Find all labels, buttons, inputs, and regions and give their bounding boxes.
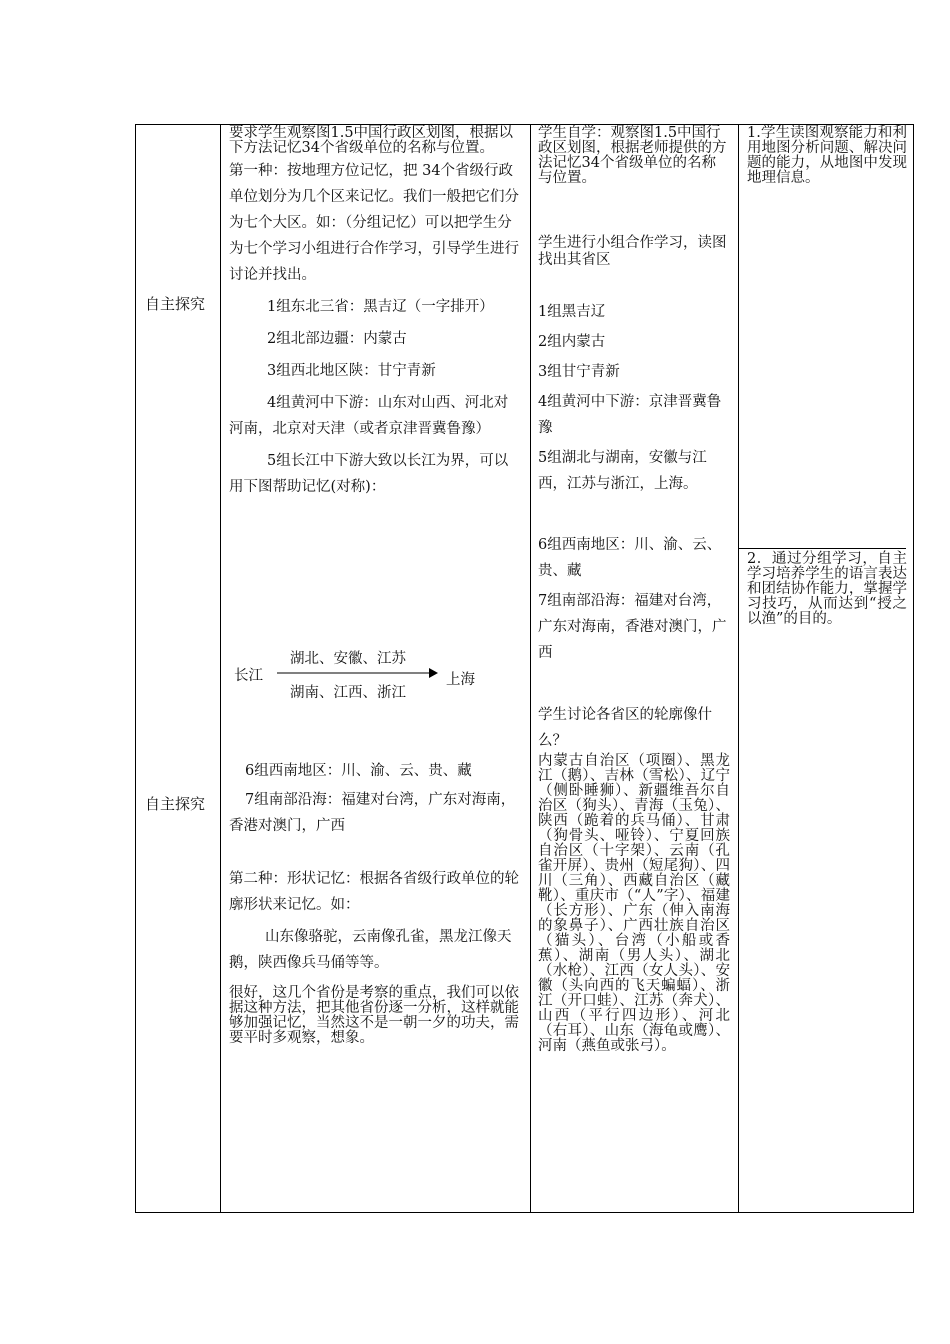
student-self-study: 学生自学：观察图1.5中国行政区划图，根据老师提供的方法记忆34个省级单位的名称与位置。 — [538, 125, 727, 186]
student-group-5: 5组湖北与湖南，安徽与江西，江苏与浙江，上海。 — [538, 450, 707, 492]
row-label-1: 自主探究 — [145, 295, 206, 313]
table-border-left — [135, 124, 136, 1213]
teacher-method-two: 第二种：形状记忆：根据各省级行政单位的轮廓形状来记忆。如： — [229, 871, 519, 913]
student-group-3: 3组甘宁青新 — [538, 364, 620, 380]
student-group-1: 1组黑吉辽 — [538, 304, 606, 320]
teacher-activity-continued — [229, 758, 522, 1046]
student-discussion-question: 学生讨论各省区的轮廓像什么？ — [538, 707, 712, 749]
design-intent-1 — [747, 126, 907, 186]
table-border-right — [913, 124, 914, 1213]
teacher-closing: 很好，这几个省份是考察的重点，我们可以依据这种方法，把其他省份逐一分析，这样就能够加强记忆，当然这不是一朝一夕的功夫，需要平时多观察，想象。 — [229, 985, 519, 1046]
teacher-group-3: 3组西北地区陕：甘宁青新 — [267, 363, 436, 379]
teacher-group-2: 2组北部边疆：内蒙古 — [267, 331, 407, 347]
intent-two: 2．通过分组学习，自主学习培养学生的语言表达和团结协作能力，掌握学习技巧，从而达到“授之以渔”的目的。 — [747, 551, 907, 627]
teacher-group-1: 1组东北三省：黑吉辽（一字排开） — [267, 299, 494, 315]
teacher-group-5: 5组长江中下游大致以长江为界，可以用下图帮助记忆(对称)： — [229, 453, 509, 495]
column-divider-1 — [220, 124, 221, 1213]
teacher-group-4: 4组黄河中下游：山东对山西、河北对河南，北京对天津（或者京津晋冀鲁豫） — [229, 395, 509, 437]
student-group-work: 学生进行小组合作学习，读图找出其省区 — [538, 235, 727, 268]
diagram-river-label: 长江 — [234, 668, 263, 684]
diagram-city-label: 上海 — [446, 672, 475, 688]
teacher-method-one: 第一种：按地理方位记忆，把 34个省级行政单位划分为几个区来记忆。我们一般把它们分为七个大区。如：（分组记忆）可以把学生分为七个学习小组进行合作学习，引导学生进行讨论并找出。 — [229, 163, 519, 283]
diagram-arrow — [277, 667, 439, 679]
student-group-6: 6组西南地区：川、渝、云、贵、藏 — [538, 537, 722, 579]
column-divider-3 — [738, 124, 739, 1213]
teacher-activity — [229, 126, 522, 500]
teacher-group-7: 7组南部沿海：福建对台湾，广东对海南，香港对澳门，广西 — [229, 792, 516, 834]
teacher-group-6: 6组西南地区：川、渝、云、贵、藏 — [245, 763, 472, 779]
student-group-4: 4组黄河中下游：京津晋冀鲁豫 — [538, 394, 722, 436]
student-group-2: 2组内蒙古 — [538, 334, 606, 350]
diagram-north-provinces: 湖北、安徽、江苏 — [290, 651, 406, 667]
teacher-intro: 要求学生观察图1.5中国行政区划图，根据以下方法记忆34个省级单位的名称与位置。 — [229, 125, 514, 156]
column-divider-2 — [530, 124, 531, 1213]
student-activity — [538, 126, 730, 1054]
row-label-2: 自主探究 — [145, 795, 206, 813]
diagram-south-provinces: 湖南、江西、浙江 — [290, 685, 406, 701]
student-group-7: 7组南部沿海：福建对台湾，广东对海南，香港对澳门，广西 — [538, 593, 727, 661]
student-discussion-answer: 内蒙古自治区（项圈）、黑龙江（鹅）、吉林（雪松）、辽宁（侧卧睡狮）、新疆维吾尔自治区（狗头）、青海（玉兔）、陕西（跪着的兵马俑）、甘肃（狗骨头、哑铃）、宁夏回族自治区（十字架）、云南（孔雀开屏）、贵州（短尾狗）、四川（三角）、西藏自治区（藏靴）、重庆市（“人”字）、福建（长方形）、广东（伸入南海的象鼻子）、广西壮族自治区（猫头）、台湾（小船或香蕉）、湖南（男人头）、湖北（水枪）、江西（女人头）、安徽（头向西的飞天蝙蝠）、浙江（开口蛙）、江苏（奔犬）、山西（平行四边形）、河北（右耳）、山东（海龟或鹰）、河南（燕鱼或张弓）。 — [538, 753, 730, 1054]
intent-one: 1.学生读图观察能力和利用地图分析问题、解决问题的能力，从地图中发现地理信息。 — [747, 125, 907, 186]
table-border-bottom — [135, 1212, 914, 1213]
teacher-shape-example: 山东像骆驼，云南像孔雀，黑龙江像天鹅，陕西像兵马俑等等。 — [229, 929, 512, 971]
intent-divider — [738, 548, 906, 549]
design-intent-2 — [747, 552, 907, 627]
